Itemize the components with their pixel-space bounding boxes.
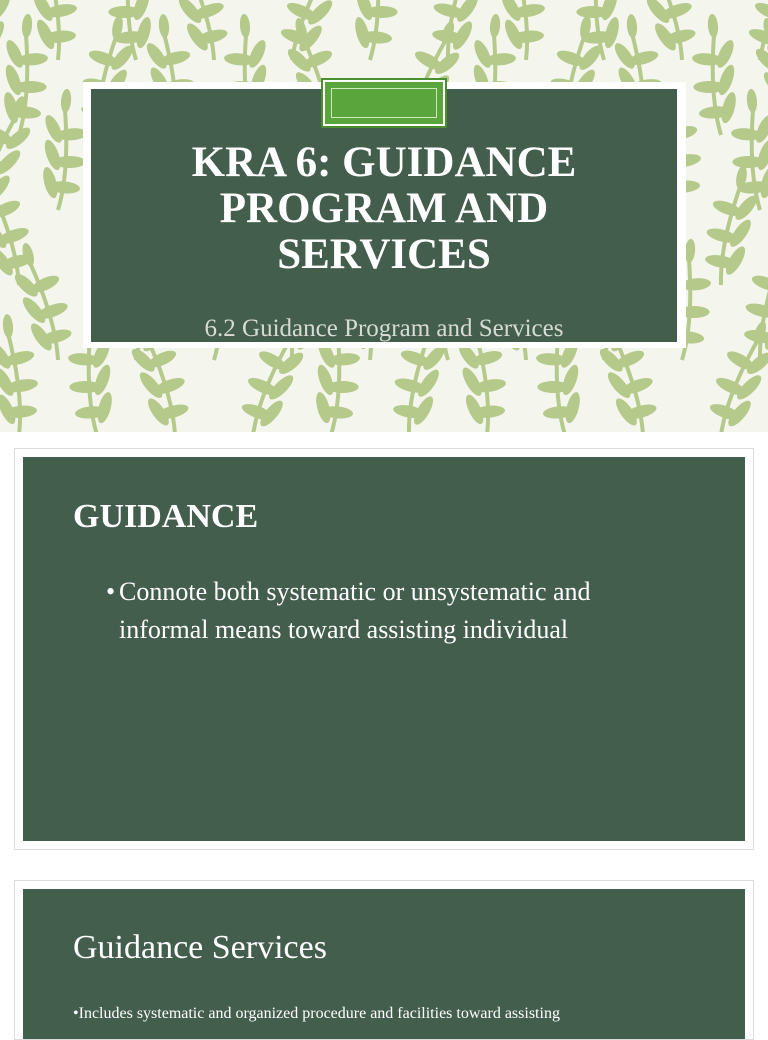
slide-heading: Guidance Services	[73, 929, 327, 966]
title-slide	[0, 0, 768, 432]
slide-title-line: KRA 6: GUIDANCE	[191, 139, 577, 186]
accent-tab	[323, 80, 445, 126]
bullet-marker: •	[73, 1005, 79, 1022]
bullet-text: Connote both systematic or unsystematic and informal means toward assisting individual	[119, 577, 591, 644]
slide-subtitle: 6.2 Guidance Program and Services	[204, 315, 564, 342]
slide-title	[91, 140, 677, 278]
bullet-marker: •	[106, 577, 116, 606]
slide-title-line: PROGRAM AND	[219, 185, 549, 232]
bullet-item	[73, 1003, 733, 1025]
bullet-item	[106, 573, 666, 649]
slide-title-line: SERVICES	[277, 231, 491, 278]
slide-heading: GUIDANCE	[73, 498, 259, 535]
bullet-text: Includes systematic and organized procedure and facilities toward assisting	[78, 1005, 560, 1022]
